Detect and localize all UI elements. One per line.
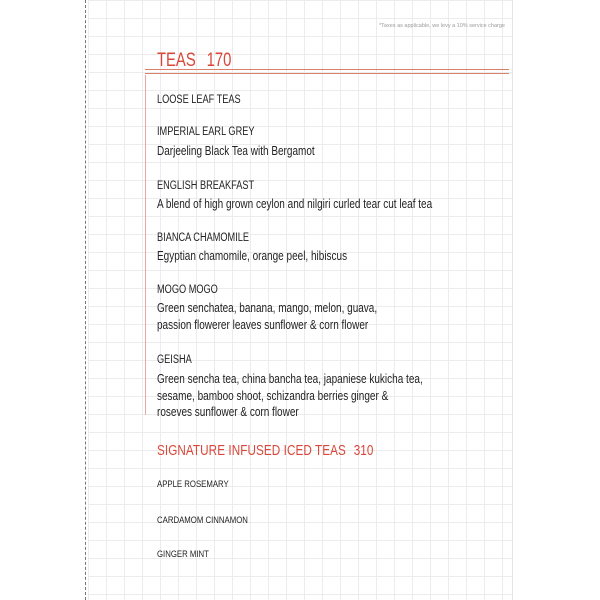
tax-note: *Taxes as applicable, we levy a 10% service charge	[379, 23, 505, 29]
item-description: Green senchatea, banana, mango, melon, guava,	[157, 301, 378, 315]
item-description: A blend of high grown ceylon and nilgiri curled tear cut leaf tea	[157, 197, 433, 211]
item-description: passion flowerer leaves sunflower & corn flower	[157, 318, 369, 332]
item-name: IMPERIAL EARL GREY	[157, 126, 255, 138]
item-description: Darjeeling Black Tea with Bergamot	[157, 144, 315, 158]
item-description: roseves sunflower & corn flower	[157, 405, 299, 419]
menu-page	[88, 0, 513, 600]
section-title-text: TEAS	[157, 50, 196, 71]
dashed-margin-line	[85, 0, 86, 600]
iced-tea-item: GINGER MINT	[157, 549, 209, 560]
red-margin-line	[145, 75, 146, 415]
iced-tea-item: CARDAMOM CINNAMON	[157, 515, 248, 526]
item-name: ENGLISH BREAKFAST	[157, 180, 255, 192]
iced-tea-item: APPLE ROSEMARY	[157, 479, 229, 490]
subheading-loose-leaf: LOOSE LEAF TEAS	[157, 94, 241, 106]
item-name: GEISHA	[157, 354, 192, 366]
item-description: Green sencha tea, china bancha tea, japaniese kukicha tea,	[157, 372, 423, 386]
section-title-text: SIGNATURE INFUSED ICED TEAS	[157, 442, 346, 459]
section-title-iced-teas	[157, 442, 373, 459]
title-rule-bottom	[145, 73, 509, 74]
item-name: MOGO MOGO	[157, 284, 218, 296]
section-price: 310	[353, 442, 374, 459]
item-description: sesame, bamboo shoot, schizandra berries ginger &	[157, 389, 389, 403]
item-name: BIANCA CHAMOMILE	[157, 232, 250, 244]
item-description: Egyptian chamomile, orange peel, hibiscus	[157, 249, 348, 263]
section-price: 170	[206, 50, 232, 71]
section-title-teas	[157, 50, 231, 72]
